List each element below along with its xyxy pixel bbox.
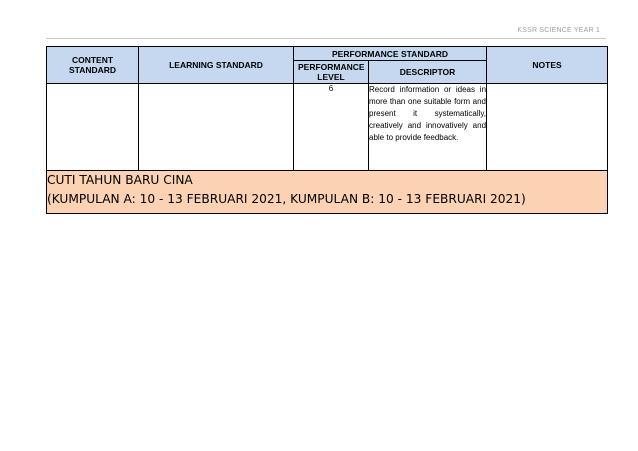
table-row: [47, 84, 608, 171]
holiday-cell: [47, 171, 608, 214]
header-rule: [46, 38, 606, 39]
cell-content-standard: [47, 84, 139, 171]
header-notes: NOTES: [487, 47, 608, 84]
cell-notes: [487, 84, 608, 171]
cell-performance-level: 6: [294, 84, 369, 171]
table-header-row: [47, 47, 608, 61]
cell-descriptor: Record information or ideas in more than one suitable form and present it systematically, creatively and innovatively and able to provide feedback.: [369, 84, 487, 171]
cell-learning-standard: [139, 84, 294, 171]
lesson-plan-table: [46, 46, 608, 214]
header-performance-standard: PERFORMANCE STANDARD: [294, 47, 487, 61]
holiday-row: [47, 171, 608, 214]
header-learning-standard: LEARNING STANDARD: [139, 47, 294, 84]
page-header-label: KSSR SCIENCE YEAR 1: [517, 27, 600, 34]
header-performance-level: PERFORMANCE LEVEL: [294, 61, 369, 84]
holiday-dates: (KUMPULAN A: 10 - 13 FEBRUARI 2021, KUMPULAN B: 10 - 13 FEBRUARI 2021): [47, 192, 526, 206]
header-content-standard: CONTENT STANDARD: [47, 47, 139, 84]
holiday-title: CUTI TAHUN BARU CINA: [47, 173, 193, 187]
header-descriptor: DESCRIPTOR: [369, 61, 487, 84]
